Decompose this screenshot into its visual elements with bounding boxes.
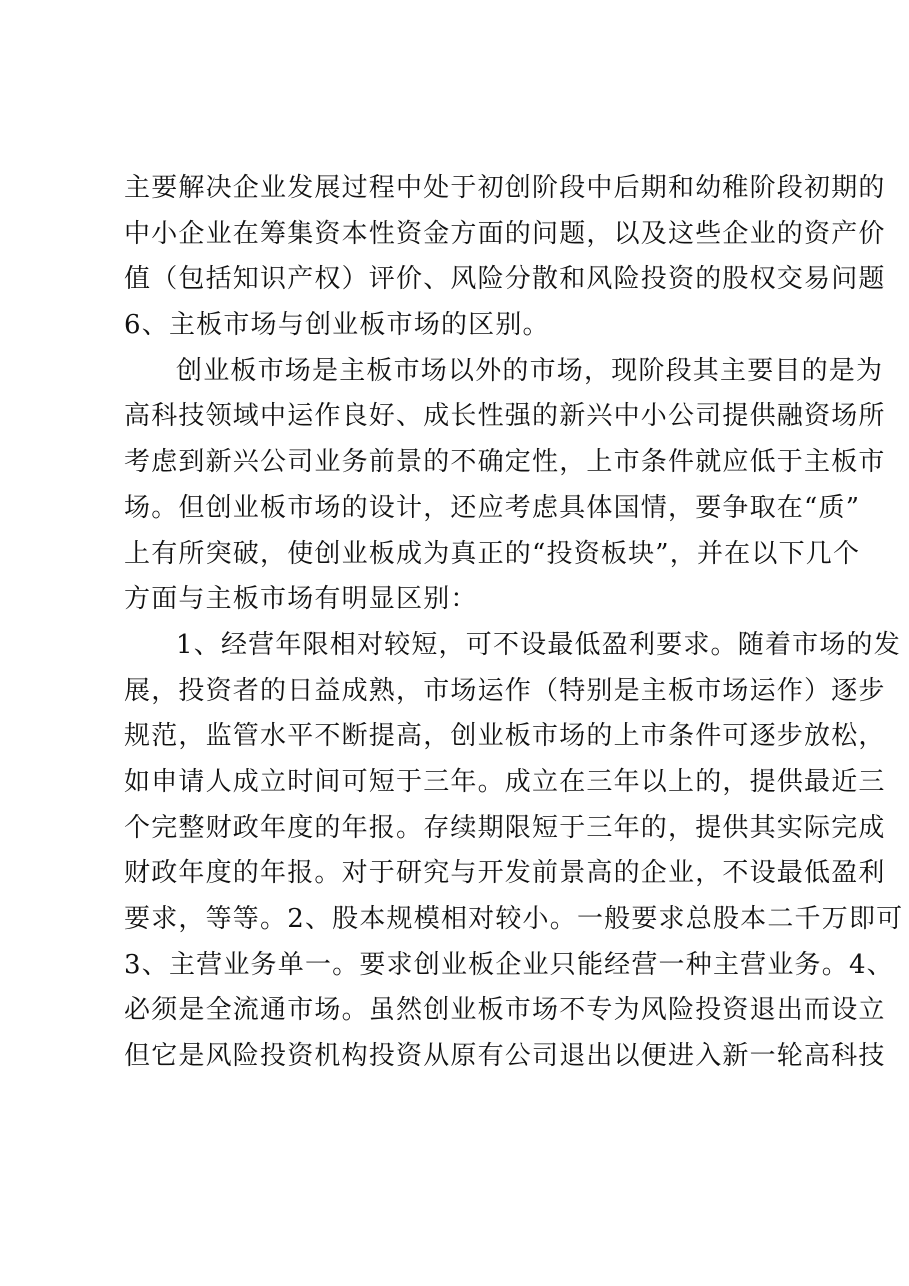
text-line: 主要解决企业发展过程中处于初创阶段中后期和幼稚阶段初期的 xyxy=(124,173,886,203)
document-body xyxy=(124,166,904,1080)
section-heading: 6、主板市场与创业板市场的区别。 xyxy=(124,310,550,341)
text-line: 但它是风险投资机构投资从原有公司退出以便进入新一轮高科技 xyxy=(124,1041,886,1072)
text-line: 如申请人成立时间可短于三年。成立在三年以上的，提供最近三 xyxy=(124,766,886,797)
text-line: 3、主营业务单一。要求创业板企业只能经营一种主营业务。4、 xyxy=(124,949,894,980)
text-line: 考虑到新兴公司业务前景的不确定性，上市条件就应低于主板市 xyxy=(124,447,886,478)
text-line: 必须是全流通市场。虽然创业板市场不专为风险投资退出而设立 xyxy=(124,995,886,1026)
text-line: 高科技领域中运作良好、成长性强的新兴中小公司提供融资场所 xyxy=(124,401,886,432)
text-line: 展，投资者的日益成熟，市场运作（特别是主板市场运作）逐步 xyxy=(124,675,886,706)
text-line: 中小企业在筹集资本性资金方面的问题，以及这些企业的资产价 xyxy=(124,218,886,249)
text-line: 个完整财政年度的年报。存续期限短于三年的，提供其实际完成 xyxy=(124,812,886,843)
text-line: 方面与主板市场有明显区别： xyxy=(124,584,478,615)
text-line: 值（包括知识产权）评价、风险分散和风险投资的股权交易问题 xyxy=(124,264,886,295)
text-line: 场。但创业板市场的设计，还应考虑具体国情，要争取在“质” xyxy=(124,492,861,523)
text-line: 要求，等等。2、股本规模相对较小。一般要求总股本二千万即可 xyxy=(124,904,904,934)
text-line: 上有所突破，使创业板成为真正的“投资板块”，并在以下几个 xyxy=(124,538,861,569)
text-line: 规范，监管水平不断提高，创业板市场的上市条件可逐步放松， xyxy=(124,721,886,752)
paragraph-first-line: 创业板市场是主板市场以外的市场，现阶段其主要目的是为 xyxy=(176,355,884,386)
text-line: 财政年度的年报。对于研究与开发前景高的企业，不设最低盈利 xyxy=(124,858,886,889)
paragraph-first-line: 1、经营年限相对较短，可不设最低盈利要求。随着市场的发 xyxy=(176,629,901,660)
